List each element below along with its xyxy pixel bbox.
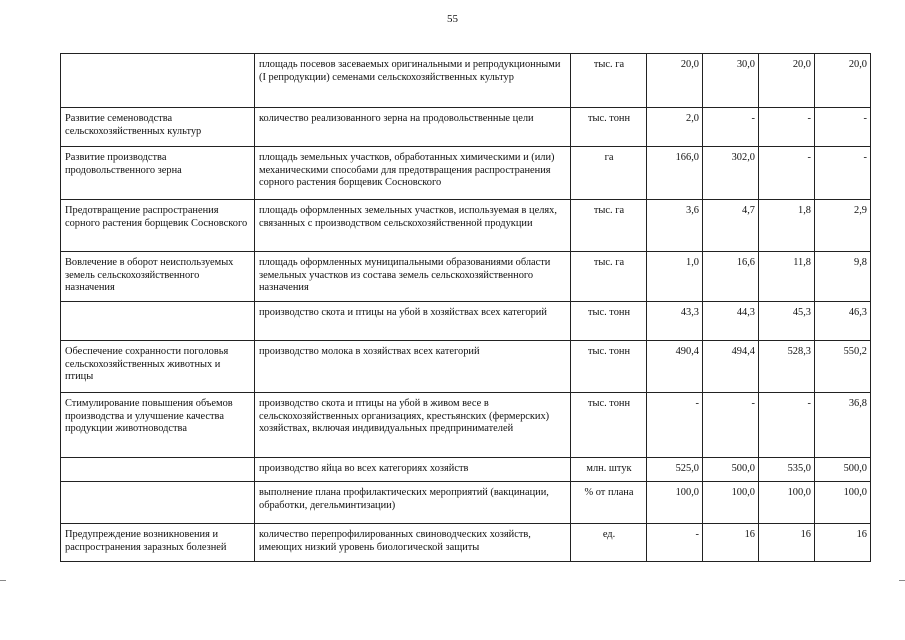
value-cell: - (647, 524, 703, 562)
value-cell: - (815, 108, 871, 147)
indicator-cell: площадь посевов засеваемых оригинальными и репродукционными (I репродукции) семенами сельскохозяйственных культур (255, 54, 571, 108)
unit-cell: % от плана (571, 482, 647, 524)
indicators-table (60, 53, 871, 562)
right-edge-mark (899, 580, 905, 581)
unit-cell: га (571, 147, 647, 200)
event-cell (61, 54, 255, 108)
event-cell (61, 302, 255, 341)
value-cell: - (703, 393, 759, 458)
value-cell: 36,8 (815, 393, 871, 458)
value-cell: 45,3 (759, 302, 815, 341)
indicators-table-body (61, 54, 871, 562)
value-cell: - (759, 147, 815, 200)
value-cell: 100,0 (647, 482, 703, 524)
value-cell: 16,6 (703, 252, 759, 302)
value-cell: 166,0 (647, 147, 703, 200)
value-cell: 550,2 (815, 341, 871, 393)
table-row (61, 200, 871, 252)
unit-cell: тыс. тонн (571, 341, 647, 393)
table-row (61, 393, 871, 458)
value-cell: - (759, 108, 815, 147)
value-cell: 16 (815, 524, 871, 562)
value-cell: - (647, 393, 703, 458)
value-cell: 20,0 (815, 54, 871, 108)
indicator-cell: количество реализованного зерна на продовольственные цели (255, 108, 571, 147)
event-cell (61, 482, 255, 524)
value-cell: 2,9 (815, 200, 871, 252)
indicator-cell: площадь оформленных земельных участков, используемая в целях, связанных с производством сельскохозяйственной продукции (255, 200, 571, 252)
value-cell: 9,8 (815, 252, 871, 302)
table-row (61, 524, 871, 562)
value-cell: 46,3 (815, 302, 871, 341)
indicator-cell: выполнение плана профилактических мероприятий (вакцинации, обработки, дегельминтизации) (255, 482, 571, 524)
event-cell: Стимулирование повышения объемов производства и улучшение качества продукции животноводства (61, 393, 255, 458)
indicator-cell: площадь земельных участков, обработанных химическими и (или) механическими способами для предотвращения распространения сорного растения борщевик Сосновского (255, 147, 571, 200)
event-cell: Вовлечение в оборот неиспользуемых земель сельскохозяйственного назначения (61, 252, 255, 302)
value-cell: 494,4 (703, 341, 759, 393)
left-edge-mark (0, 580, 6, 581)
indicator-cell: производство яйца во всех категориях хозяйств (255, 458, 571, 482)
value-cell: 100,0 (759, 482, 815, 524)
value-cell: 3,6 (647, 200, 703, 252)
indicator-cell: количество перепрофилированных свиноводческих хозяйств, имеющих низкий уровень биологической защиты (255, 524, 571, 562)
event-cell: Развитие семеноводства сельскохозяйственных культур (61, 108, 255, 147)
unit-cell: тыс. га (571, 252, 647, 302)
value-cell: 43,3 (647, 302, 703, 341)
indicator-cell: производство скота и птицы на убой в живом весе в сельскохозяйственных организациях, крестьянских (фермерских) хозяйствах, включая индивидуальных предпринимателей (255, 393, 571, 458)
value-cell: 100,0 (703, 482, 759, 524)
value-cell: 100,0 (815, 482, 871, 524)
unit-cell: тыс. га (571, 200, 647, 252)
value-cell: 4,7 (703, 200, 759, 252)
table-row (61, 108, 871, 147)
indicator-cell: производство молока в хозяйствах всех категорий (255, 341, 571, 393)
value-cell: 1,0 (647, 252, 703, 302)
value-cell: 535,0 (759, 458, 815, 482)
table-row (61, 252, 871, 302)
value-cell: 44,3 (703, 302, 759, 341)
value-cell: 11,8 (759, 252, 815, 302)
unit-cell: тыс. тонн (571, 108, 647, 147)
event-cell: Развитие производства продовольственного зерна (61, 147, 255, 200)
event-cell (61, 458, 255, 482)
value-cell: 490,4 (647, 341, 703, 393)
value-cell: 16 (703, 524, 759, 562)
value-cell: - (759, 393, 815, 458)
value-cell: 20,0 (647, 54, 703, 108)
value-cell: 302,0 (703, 147, 759, 200)
indicator-cell: производство скота и птицы на убой в хозяйствах всех категорий (255, 302, 571, 341)
unit-cell: тыс. тонн (571, 302, 647, 341)
value-cell: 500,0 (815, 458, 871, 482)
event-cell: Обеспечение сохранности поголовья сельскохозяйственных животных и птицы (61, 341, 255, 393)
table-row (61, 147, 871, 200)
indicator-cell: площадь оформленных муниципальными образованиями области земельных участков из состава земель сельскохозяйственного назначения (255, 252, 571, 302)
unit-cell: тыс. тонн (571, 393, 647, 458)
table-row (61, 54, 871, 108)
unit-cell: млн. штук (571, 458, 647, 482)
value-cell: 500,0 (703, 458, 759, 482)
value-cell: - (815, 147, 871, 200)
table-row (61, 482, 871, 524)
event-cell: Предотвращение распространения сорного растения борщевик Сосновского (61, 200, 255, 252)
value-cell: 20,0 (759, 54, 815, 108)
value-cell: - (703, 108, 759, 147)
event-cell: Предупреждение возникновения и распространения заразных болезней (61, 524, 255, 562)
unit-cell: тыс. га (571, 54, 647, 108)
page-number: 55 (447, 13, 458, 25)
value-cell: 1,8 (759, 200, 815, 252)
value-cell: 525,0 (647, 458, 703, 482)
value-cell: 528,3 (759, 341, 815, 393)
value-cell: 2,0 (647, 108, 703, 147)
value-cell: 30,0 (703, 54, 759, 108)
table-row (61, 458, 871, 482)
table-row (61, 341, 871, 393)
value-cell: 16 (759, 524, 815, 562)
table-row (61, 302, 871, 341)
unit-cell: ед. (571, 524, 647, 562)
